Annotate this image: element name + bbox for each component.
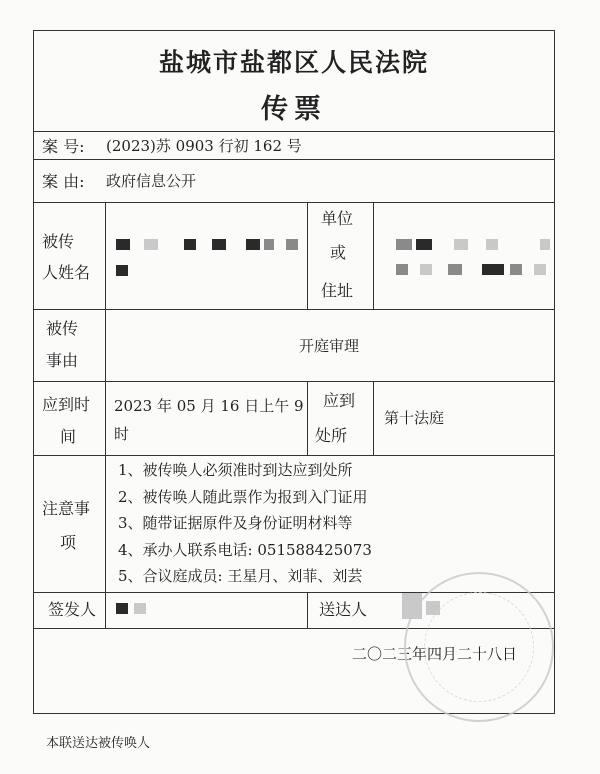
- appear-time-value: 时: [114, 425, 130, 443]
- redacted-address: [396, 239, 412, 250]
- case-cause-value: 政府信息公开: [106, 172, 197, 190]
- rule: [34, 131, 554, 132]
- redacted-address: [486, 239, 498, 250]
- appear-place-value: 第十法庭: [384, 409, 445, 427]
- reason-value: 开庭审理: [299, 337, 360, 355]
- appear-place-label: 应到: [323, 391, 356, 410]
- redacted-address: [534, 264, 546, 275]
- list-item: 2、被传唤人随此票作为报到入门证用: [118, 487, 368, 506]
- court-seal: [404, 572, 554, 722]
- redacted-name: [212, 239, 226, 250]
- notes-list: [118, 457, 372, 590]
- document-type: 传票: [261, 94, 327, 125]
- column-rule: [373, 381, 374, 455]
- appear-place-label: 处所: [315, 426, 348, 445]
- column-rule: [307, 592, 308, 628]
- court-title: 盐城市盐都区人民法院: [158, 48, 429, 77]
- list-item: 3、随带证据原件及身份证明材料等: [118, 514, 353, 532]
- case-number-label: 案 号:: [42, 137, 85, 156]
- server-label: 送达人: [319, 600, 368, 619]
- redacted-name: [144, 239, 158, 250]
- address-label: 或: [330, 243, 347, 262]
- list-item: 1、被传唤人必须准时到达应到处所: [118, 461, 353, 479]
- column-rule: [307, 202, 308, 309]
- appear-time-value: 2023 年 05 月 16 日上午 9: [114, 397, 304, 415]
- rule: [34, 309, 554, 310]
- notes-label: 注意事: [42, 499, 91, 518]
- reason-label: 事由: [46, 351, 79, 370]
- rule: [34, 202, 554, 203]
- redacted-address: [482, 264, 504, 275]
- footer-note: 本联送达被传唤人: [46, 736, 151, 751]
- case-number-value: (2023)苏 0903 行初 162 号: [106, 137, 302, 155]
- list-item: 5、合议庭成员: 王星月、刘菲、刘芸: [118, 567, 363, 585]
- rule: [34, 381, 554, 382]
- appear-time-label: 应到时: [42, 395, 91, 414]
- redacted-address: [510, 264, 522, 275]
- redacted-name: [184, 239, 196, 250]
- column-rule: [373, 202, 374, 309]
- court-seal-inner: [424, 592, 534, 702]
- redacted-address: [396, 264, 408, 275]
- redacted-name: [264, 239, 274, 250]
- redacted-address: [454, 239, 468, 250]
- column-rule: [307, 381, 308, 455]
- summoned-name-label: 被传: [42, 232, 75, 251]
- column-rule: [105, 202, 106, 628]
- redacted-name: [246, 239, 260, 250]
- reason-label: 被传: [46, 319, 79, 338]
- case-cause-label: 案 由:: [42, 172, 85, 191]
- appear-time-label: 间: [60, 427, 77, 446]
- list-item: 4、承办人联系电话: 051588425073: [118, 540, 372, 559]
- address-label: 住址: [321, 281, 354, 300]
- redacted-name: [286, 239, 298, 250]
- redacted-name: [116, 265, 128, 276]
- redacted-name: [116, 239, 130, 250]
- redacted-address: [420, 264, 432, 275]
- rule: [34, 159, 554, 160]
- redacted-address: [448, 264, 462, 275]
- redacted-issuer: [134, 603, 146, 614]
- summoned-name-label: 人姓名: [42, 263, 91, 282]
- notes-label: 项: [60, 533, 77, 552]
- redacted-address: [416, 239, 432, 250]
- issuer-label: 签发人: [48, 600, 97, 619]
- redacted-issuer: [116, 603, 128, 614]
- address-label: 单位: [321, 209, 354, 228]
- issue-date: 二〇二三年四月二十八日: [352, 645, 518, 663]
- redacted-address: [540, 239, 550, 250]
- rule: [34, 455, 554, 456]
